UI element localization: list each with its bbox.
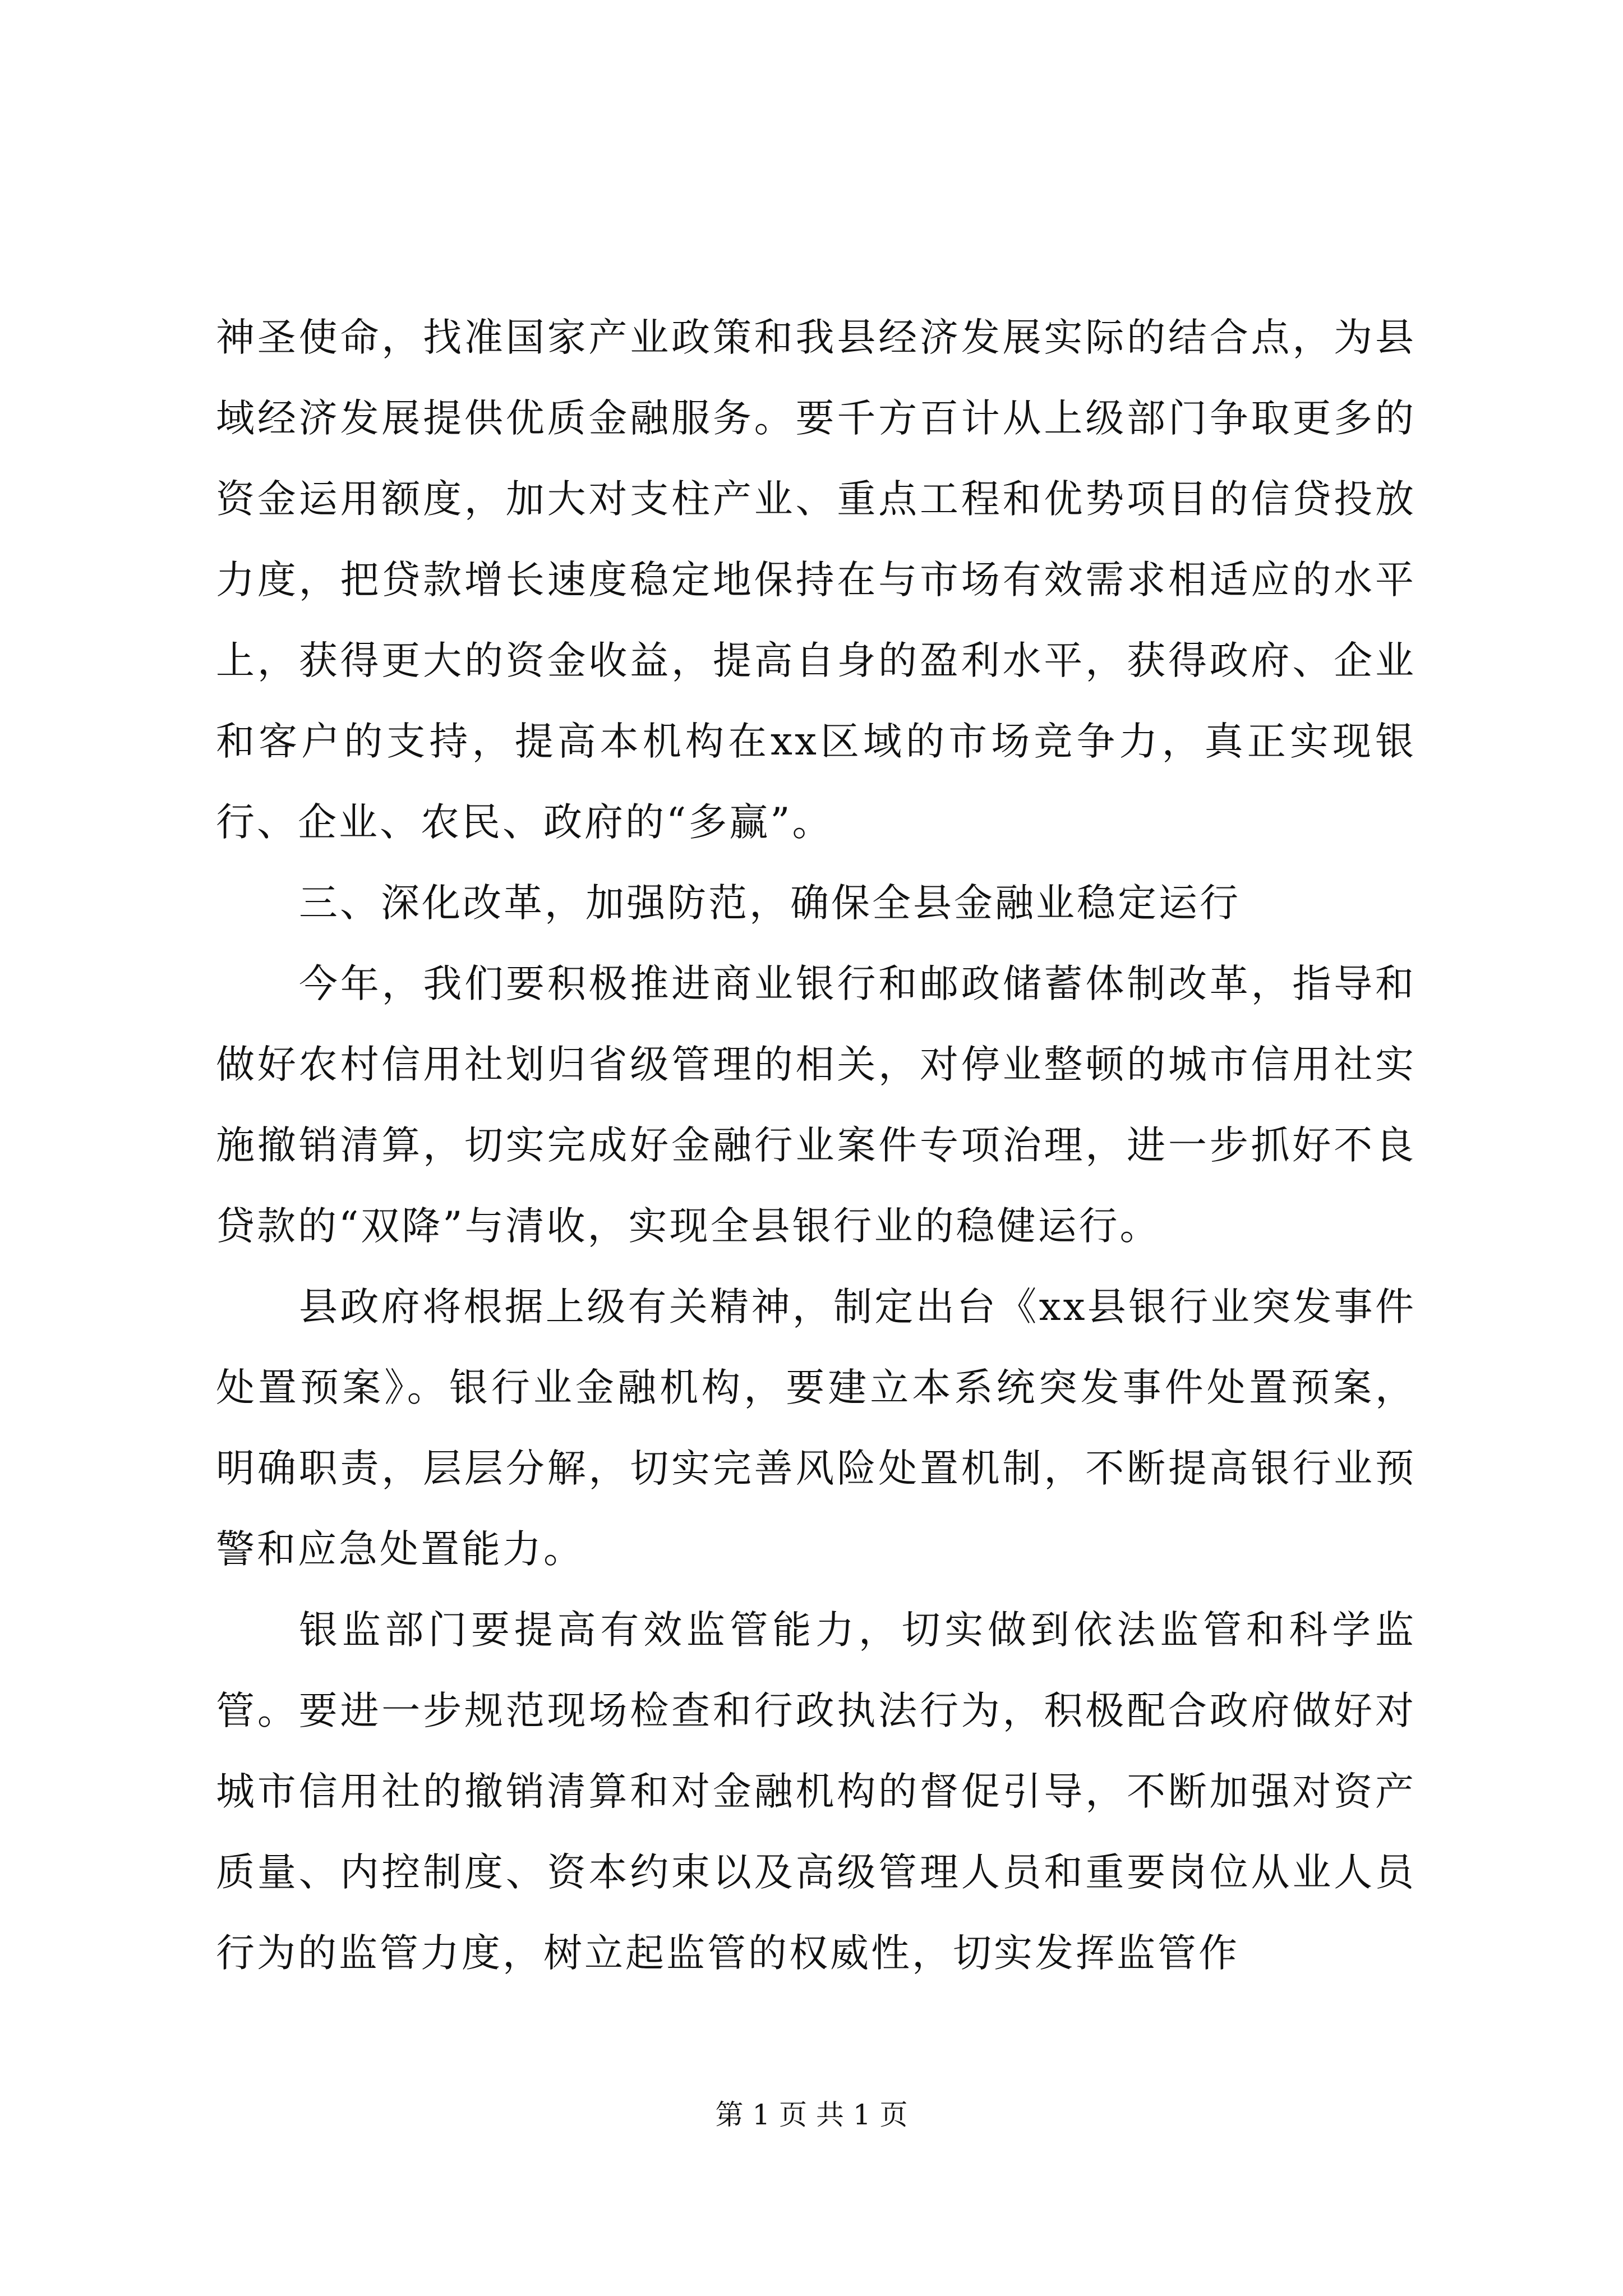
page-number-footer: 第 1 页 共 1 页 [715,2099,908,2131]
paragraph-1: 神圣使命，找准国家产业政策和我县经济发展实际的结合点，为县域经济发展提供优质金融服务。要千方百计从上级部门争取更多的资金运用额度，加大对支柱产业、重点工程和优势项目的信贷投放力度，把贷款增长速度稳定地保持在与市场有效需求相适应的水平上，获得更大的资金收益，提高自身的盈利水平，获得政府、企业和客户的支持，提高本机构在xx区域的市场竞争力，真正实现银行、企业、农民、政府的“多赢”。 [216,315,1416,845]
paragraph-5: 银监部门要提高有效监管能力，切实做到依法监管和科学监管。要进一步规范现场检查和行政执法行为，积极配合政府做好对城市信用社的撤销清算和对金融机构的督促引导，不断加强对资产质量、内控制度、资本约束以及高级管理人员和重要岗位从业人员行为的监管力度，树立起监管的权威性，切实发挥监管作 [216,1608,1416,1976]
paragraph-4: 县政府将根据上级有关精神，制定出台《xx县银行业突发事件处置预案》。银行业金融机构，要建立本系统突发事件处置预案，明确职责，层层分解，切实完善风险处置机制，不断提高银行业预警和应急处置能力。 [216,1285,1416,1572]
document-body [216,297,1416,1994]
section-heading: 三、深化改革，加强防范，确保全县金融业稳定运行 [299,881,1241,926]
paragraph-3: 今年，我们要积极推进商业银行和邮政储蓄体制改革，指导和做好农村信用社划归省级管理的相关，对停业整顿的城市信用社实施撤销清算，切实完成好金融行业案件专项治理，进一步抓好不良贷款的“双降”与清收，实现全县银行业的稳健运行。 [216,961,1416,1249]
